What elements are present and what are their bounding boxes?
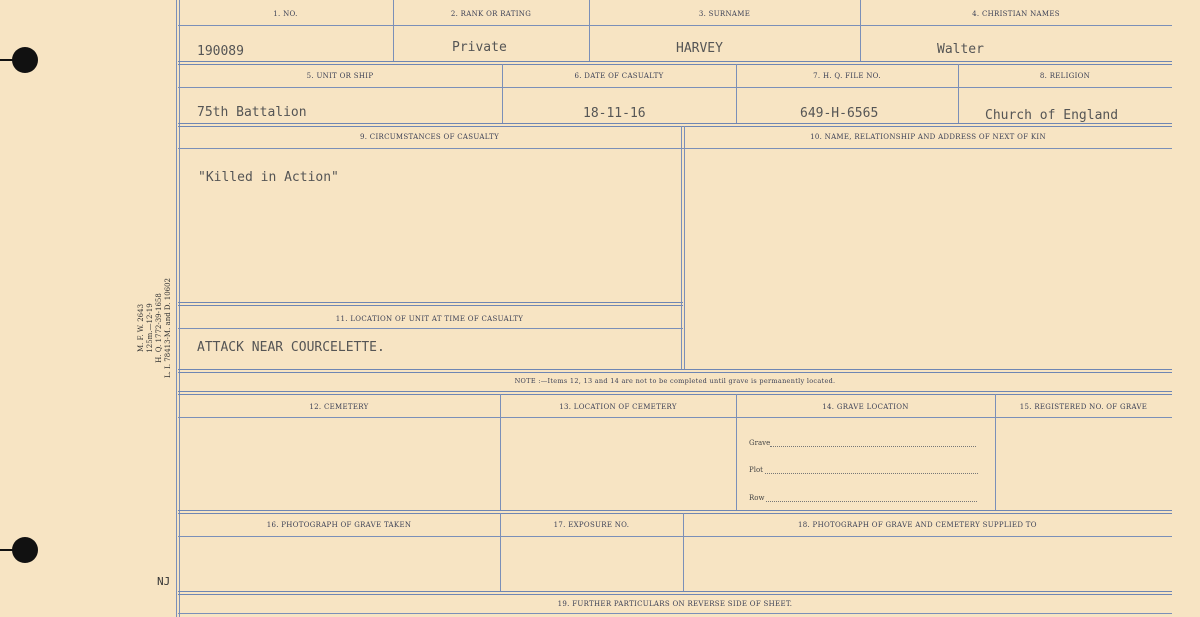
divider bbox=[500, 394, 501, 510]
next-of-kin-label: 10. NAME, RELATIONSHIP AND ADDRESS OF NEXT OF KIN bbox=[810, 133, 1046, 141]
no-label: 1. NO. bbox=[273, 10, 298, 18]
divider bbox=[178, 87, 1172, 88]
divider bbox=[178, 61, 1172, 65]
unit-label: 5. UNIT OR SHIP bbox=[306, 72, 374, 80]
grave-line bbox=[770, 446, 976, 447]
exposure-label: 17. EXPOSURE NO. bbox=[553, 521, 630, 529]
photo-supplied-label: 18. PHOTOGRAPH OF GRAVE AND CEMETERY SUPPLIED TO bbox=[798, 521, 1037, 529]
form-code-line: M. F. W. 2643 bbox=[137, 303, 145, 353]
christian-names-value: Walter bbox=[937, 42, 984, 57]
date-value: 18-11-16 bbox=[583, 106, 646, 121]
margin-mark: NJ bbox=[157, 575, 171, 588]
divider bbox=[178, 613, 1172, 614]
divider bbox=[176, 0, 177, 617]
registered-no-label: 15. REGISTERED NO. OF GRAVE bbox=[1019, 403, 1148, 411]
grave-location-label: 14. GRAVE LOCATION bbox=[822, 403, 909, 411]
divider bbox=[178, 123, 1172, 127]
divider bbox=[178, 417, 1172, 418]
divider bbox=[178, 536, 1172, 537]
surname-label: 3. SURNAME bbox=[698, 10, 751, 18]
divider bbox=[736, 394, 737, 510]
circumstances-label: 9. CIRCUMSTANCES OF CASUALTY bbox=[359, 133, 499, 141]
rank-value: Private bbox=[452, 40, 507, 55]
unit-value: 75th Battalion bbox=[197, 105, 307, 120]
plot-label: Plot bbox=[749, 466, 763, 474]
form-code-line: L. I. 78413-M. and D. 10602 bbox=[164, 277, 172, 379]
circumstances-value: "Killed in Action" bbox=[198, 170, 339, 185]
divider bbox=[178, 148, 1172, 149]
punch-hole bbox=[12, 47, 38, 73]
row-line bbox=[766, 501, 977, 502]
divider bbox=[681, 126, 682, 369]
plot-line bbox=[765, 473, 978, 474]
divider bbox=[178, 302, 683, 306]
grave-label: Grave bbox=[749, 439, 771, 447]
location-value: ATTACK NEAR COURCELETTE. bbox=[197, 340, 385, 355]
form-code bbox=[137, 273, 173, 383]
note: NOTE :—Items 12, 13 and 14 are not to be completed until grave is permanently located. bbox=[514, 377, 836, 385]
divider bbox=[178, 510, 1172, 514]
rank-label: 2. RANK OR RATING bbox=[450, 10, 532, 18]
divider bbox=[995, 394, 996, 510]
religion-value: Church of England bbox=[985, 108, 1119, 123]
date-label: 6. DATE OF CASUALTY bbox=[574, 72, 664, 80]
no-value: 190089 bbox=[197, 44, 244, 59]
punch-hole bbox=[12, 537, 38, 563]
row-label: Row bbox=[749, 494, 765, 502]
cemetery-label: 12. CEMETERY bbox=[309, 403, 369, 411]
photo-taken-label: 16. PHOTOGRAPH OF GRAVE TAKEN bbox=[266, 521, 412, 529]
divider bbox=[684, 126, 685, 369]
file-no-label: 7. H. Q. FILE NO. bbox=[813, 72, 881, 80]
divider bbox=[178, 328, 683, 329]
surname-value: HARVEY bbox=[676, 41, 723, 56]
christian-names-label: 4. CHRISTIAN NAMES bbox=[972, 10, 1060, 18]
file-no-value: 649-H-6565 bbox=[800, 106, 879, 121]
religion-label: 8. RELIGION bbox=[1039, 72, 1091, 80]
form-code-line: H. Q. 1772-39-1658 bbox=[155, 293, 163, 363]
cemetery-location-label: 13. LOCATION OF CEMETERY bbox=[559, 403, 677, 411]
form-code-line: 125m.—12-19 bbox=[146, 303, 154, 353]
location-label: 11. LOCATION OF UNIT AT TIME OF CASUALTY bbox=[335, 315, 524, 323]
further-particulars-label: 19. FURTHER PARTICULARS ON REVERSE SIDE OF SHEET. bbox=[557, 600, 793, 608]
divider bbox=[178, 369, 1172, 373]
divider bbox=[178, 391, 1172, 395]
divider bbox=[178, 25, 1172, 26]
divider bbox=[178, 591, 1172, 595]
